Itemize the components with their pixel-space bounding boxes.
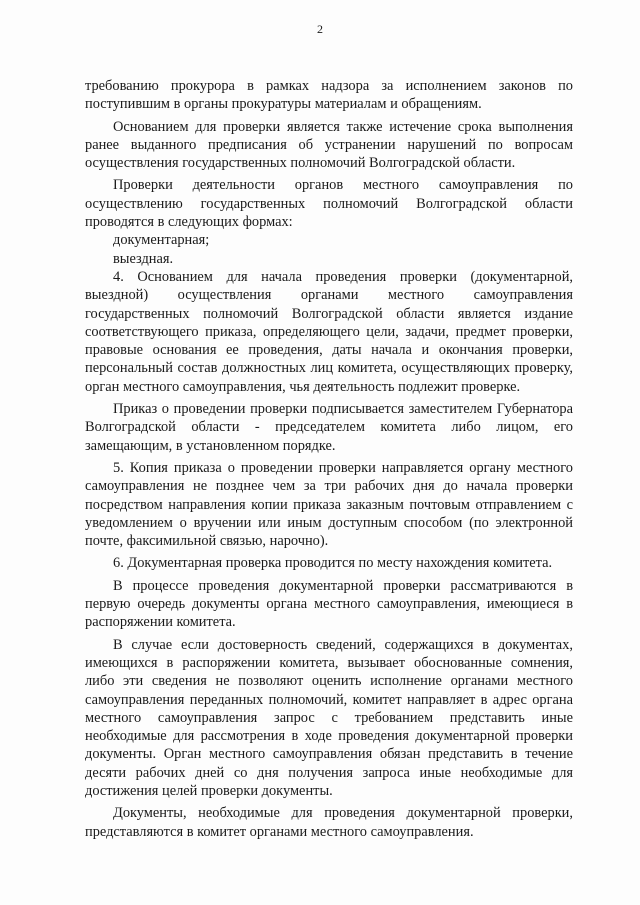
paragraph-request-documents: В случае если достоверность сведений, содержащихся в документах, имеющихся в распоряжении комитета, вызывает обоснованные сомнения, либо эти сведения не позволяют оценить исполнение органами местного самоуправления переданных полномочий, комитет направляет в адрес органа местного самоуправления запрос с требованием представить иные необходимые для рассмотрения в ходе проведения документарной проверки документы. Орган местного самоуправления обязан представить в течение десяти рабочих дней со дня получения запроса иные необходимые для достижения целей проверки документы.	[85, 636, 573, 799]
paragraph-basis-expiry: Основанием для проверки является также истечение срока выполнения ранее выданного предписания об устранении нарушений по вопросам осуществления государственных полномочий Волгоградской области.	[85, 118, 573, 172]
paragraph-item-4: 4. Основанием для начала проведения проверки (документарной, выездной) осуществления органами местного самоуправления государственных полномочий Волгоградской области является издание соответствующего приказа, определяющего цели, задачи, предмет проверки, правовые основания ее проведения, даты начала и окончания проверки, персональный состав должностных лиц комитета, осуществляющих проверку, орган местного самоуправления, чья деятельность подлежит проверке.	[85, 268, 573, 395]
paragraph-documentary-review: В процессе проведения документарной проверки рассматриваются в первую очередь документы органа местного самоуправления, имеющиеся в распоряжении комитета.	[85, 577, 573, 631]
paragraph-order-signing: Приказ о проведении проверки подписывается заместителем Губернатора Волгоградской области - председателем комитета либо лицом, его замещающим, в установленном порядке.	[85, 401, 573, 454]
page-number: 2	[317, 22, 323, 36]
paragraph-continuation: требованию прокурора в рамках надзора за исполнением законов по поступившим в органы прокуратуры материалам и обращениям.	[85, 78, 573, 113]
paragraph-item-6: 6. Документарная проверка проводится по месту нахождения комитета.	[113, 555, 553, 572]
document-body	[85, 77, 573, 841]
list-item-documentary: документарная;	[113, 232, 210, 249]
paragraph-inspection-forms: Проверки деятельности органов местного самоуправления по осуществлению государственных полномочий Волгоградской области проводятся в следующих формах:	[85, 177, 573, 231]
paragraph-documents-submission: Документы, необходимые для проведения документарной проверки, представляются в комитет органами местного самоуправления.	[85, 805, 573, 840]
paragraph-item-5: 5. Копия приказа о проведении проверки направляется органу местного самоуправления не позднее чем за три рабочих дня до начала проверки посредством направления копии приказа заказным почтовым отправлением с уведомлением о вручении или иным доступным способом (по электронной почте, факсимильной связью, нарочно).	[85, 459, 573, 550]
list-item-onsite: выездная.	[113, 250, 174, 267]
